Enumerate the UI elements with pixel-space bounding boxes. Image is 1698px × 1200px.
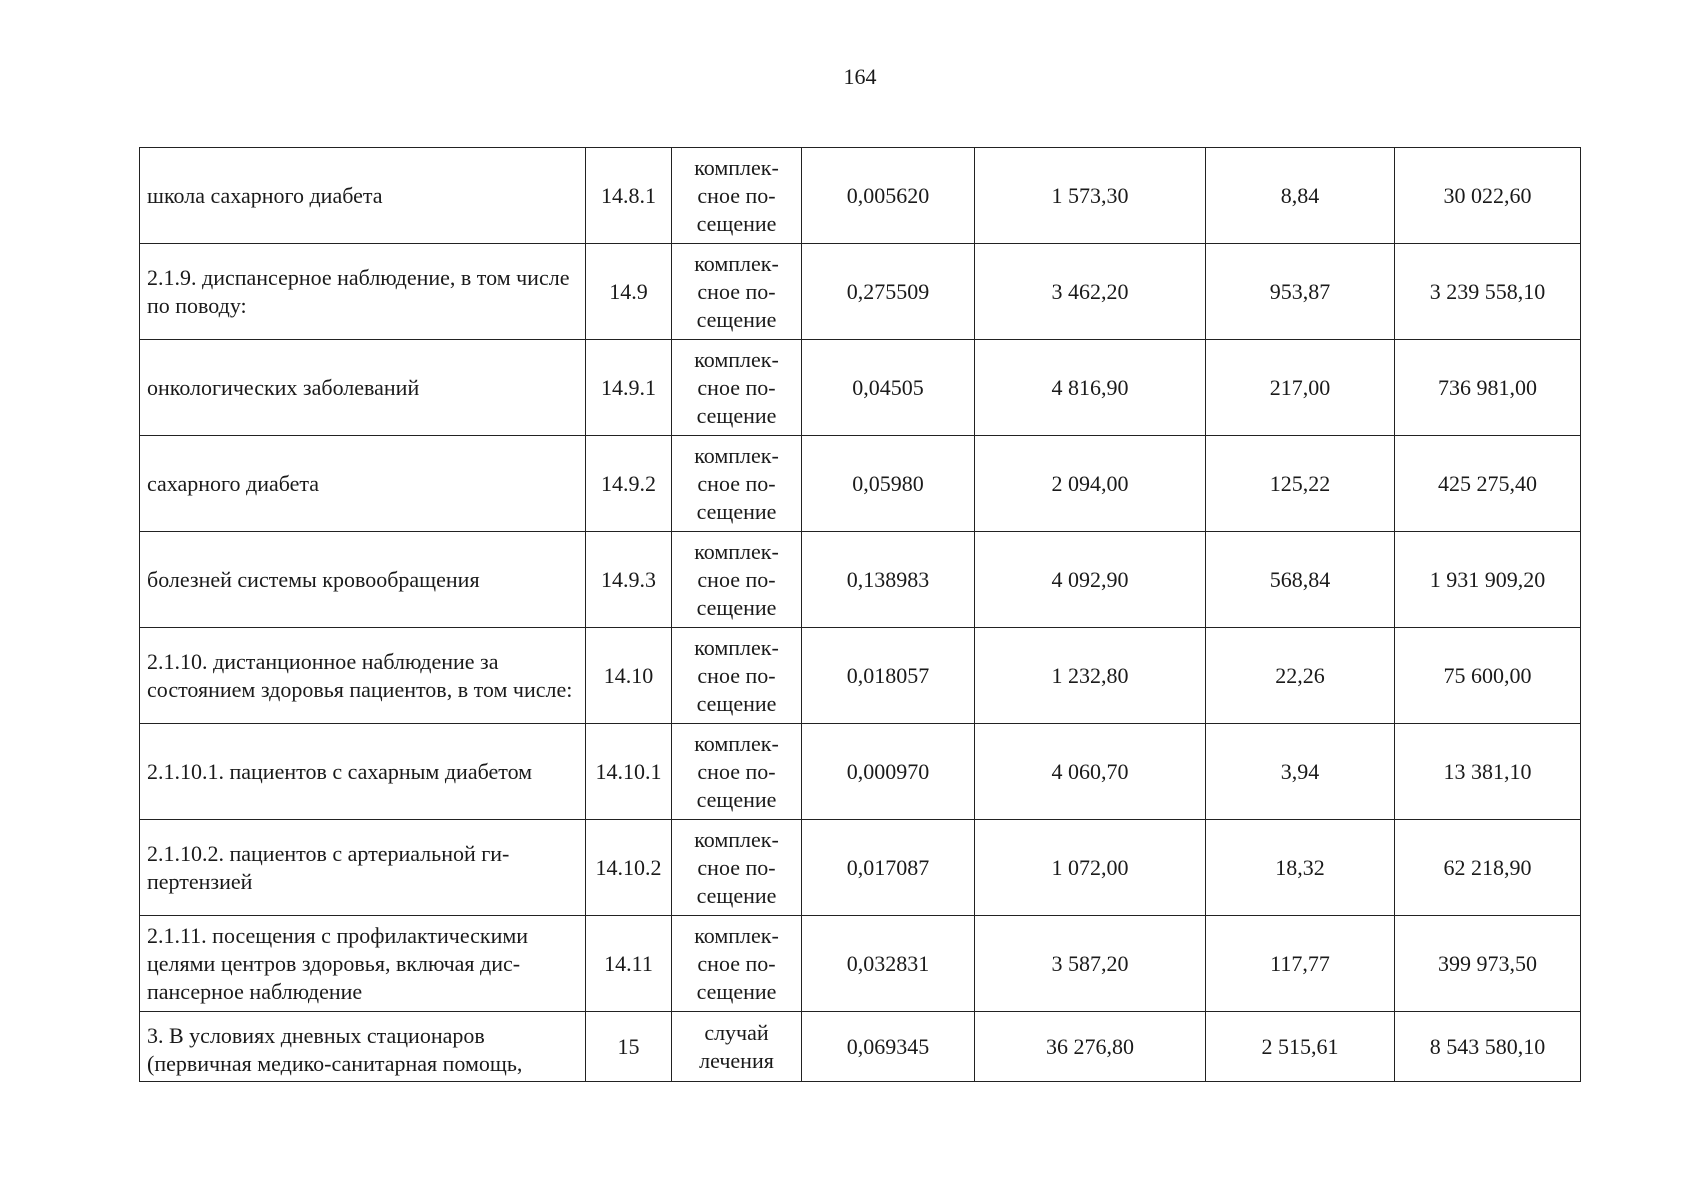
- table-row: [140, 436, 1581, 532]
- row-unit-cell: [672, 820, 802, 916]
- row-name: болезней системы кровообращения: [147, 566, 480, 592]
- row-code: 15: [586, 1012, 672, 1082]
- row-code: 14.9: [586, 244, 672, 340]
- row-name: сахарного диабета: [147, 470, 320, 496]
- row-total: 1 931 909,20: [1395, 532, 1581, 628]
- row-name-cell: [140, 724, 586, 820]
- row-total: 13 381,10: [1395, 724, 1581, 820]
- page-number: 164: [843, 64, 877, 89]
- row-code: 14.9.3: [586, 532, 672, 628]
- row-norm: 0,069345: [802, 1012, 975, 1082]
- row-name: 2.1.9. диспансерное наблюдение, в том числе по поводу:: [147, 264, 570, 318]
- row-cost: 3 587,20: [975, 916, 1206, 1012]
- row-unit-cell: [672, 532, 802, 628]
- row-unit: случай лечения: [699, 1019, 774, 1073]
- row-cost: 4 816,90: [975, 340, 1206, 436]
- row-name-cell: [140, 244, 586, 340]
- row-code: 14.9.1: [586, 340, 672, 436]
- row-norm: 0,032831: [802, 916, 975, 1012]
- row-name: онкологических заболеваний: [147, 374, 420, 400]
- row-total: 425 275,40: [1395, 436, 1581, 532]
- row-per-capita: 18,32: [1206, 820, 1395, 916]
- row-name-cell: [140, 532, 586, 628]
- row-total: 75 600,00: [1395, 628, 1581, 724]
- row-norm: 0,04505: [802, 340, 975, 436]
- table-row: [140, 916, 1581, 1012]
- row-unit-cell: [672, 148, 802, 244]
- row-name: 2.1.10.2. пациентов с артериальной ги-пертензией: [147, 840, 510, 894]
- row-name: 3. В условиях дневных стационаров (первичная медико-санитарная помощь,: [147, 1023, 523, 1076]
- table-row: [140, 532, 1581, 628]
- row-cost: 1 072,00: [975, 820, 1206, 916]
- row-unit: комплек-сное по-сещение: [694, 154, 779, 236]
- row-cost: 4 092,90: [975, 532, 1206, 628]
- row-unit-cell: [672, 1012, 802, 1082]
- table-row: [140, 820, 1581, 916]
- row-per-capita: 953,87: [1206, 244, 1395, 340]
- row-norm: 0,017087: [802, 820, 975, 916]
- row-name: школа сахарного диабета: [147, 182, 383, 208]
- row-unit: комплек-сное по-сещение: [694, 826, 779, 908]
- row-unit: комплек-сное по-сещение: [694, 730, 779, 812]
- row-code: 14.9.2: [586, 436, 672, 532]
- row-per-capita: 8,84: [1206, 148, 1395, 244]
- row-norm: 0,05980: [802, 436, 975, 532]
- row-name: 2.1.10. дистанционное наблюдение за состоянием здоровья пациентов, в том числе:: [147, 648, 573, 702]
- row-total: 399 973,50: [1395, 916, 1581, 1012]
- row-name-cell: [140, 916, 586, 1012]
- row-name-cell: [140, 628, 586, 724]
- row-norm: 0,138983: [802, 532, 975, 628]
- row-unit: комплек-сное по-сещение: [694, 922, 779, 1004]
- table-row: [140, 628, 1581, 724]
- row-cost: 3 462,20: [975, 244, 1206, 340]
- data-table: [139, 147, 1581, 1082]
- row-cost: 36 276,80: [975, 1012, 1206, 1082]
- row-unit-cell: [672, 436, 802, 532]
- row-cost: 4 060,70: [975, 724, 1206, 820]
- row-unit-cell: [672, 628, 802, 724]
- row-per-capita: 217,00: [1206, 340, 1395, 436]
- row-unit: комплек-сное по-сещение: [694, 634, 779, 716]
- row-cost: 1 573,30: [975, 148, 1206, 244]
- row-code: 14.8.1: [586, 148, 672, 244]
- row-total: 8 543 580,10: [1395, 1012, 1581, 1082]
- row-code: 14.10.2: [586, 820, 672, 916]
- row-code: 14.11: [586, 916, 672, 1012]
- row-unit-cell: [672, 724, 802, 820]
- row-norm: 0,000970: [802, 724, 975, 820]
- row-code: 14.10: [586, 628, 672, 724]
- row-unit-cell: [672, 340, 802, 436]
- row-norm: 0,005620: [802, 148, 975, 244]
- row-total: 62 218,90: [1395, 820, 1581, 916]
- table-row: [140, 340, 1581, 436]
- row-unit: комплек-сное по-сещение: [694, 538, 779, 620]
- row-name-cell: [140, 340, 586, 436]
- row-norm: 0,275509: [802, 244, 975, 340]
- row-per-capita: 568,84: [1206, 532, 1395, 628]
- row-cost: 1 232,80: [975, 628, 1206, 724]
- table-row: [140, 244, 1581, 340]
- row-name: 2.1.10.1. пациентов с сахарным диабетом: [147, 758, 533, 784]
- table-row: [140, 724, 1581, 820]
- row-code: 14.10.1: [586, 724, 672, 820]
- row-per-capita: 117,77: [1206, 916, 1395, 1012]
- row-total: 736 981,00: [1395, 340, 1581, 436]
- row-total: 30 022,60: [1395, 148, 1581, 244]
- row-name-cell: [140, 1012, 586, 1082]
- row-per-capita: 2 515,61: [1206, 1012, 1395, 1082]
- row-name-cell: [140, 436, 586, 532]
- row-name-cell: [140, 820, 586, 916]
- row-name-cell: [140, 148, 586, 244]
- row-total: 3 239 558,10: [1395, 244, 1581, 340]
- row-unit: комплек-сное по-сещение: [694, 346, 779, 428]
- row-unit-cell: [672, 244, 802, 340]
- row-unit-cell: [672, 916, 802, 1012]
- row-per-capita: 125,22: [1206, 436, 1395, 532]
- row-cost: 2 094,00: [975, 436, 1206, 532]
- row-unit: комплек-сное по-сещение: [694, 250, 779, 332]
- row-unit: комплек-сное по-сещение: [694, 442, 779, 524]
- row-per-capita: 22,26: [1206, 628, 1395, 724]
- row-norm: 0,018057: [802, 628, 975, 724]
- row-per-capita: 3,94: [1206, 724, 1395, 820]
- table-row: [140, 1012, 1581, 1082]
- table-row: [140, 148, 1581, 244]
- row-name: 2.1.11. посещения с профилактическими целями центров здоровья, включая дис-пансерное наблюдение: [147, 922, 529, 1004]
